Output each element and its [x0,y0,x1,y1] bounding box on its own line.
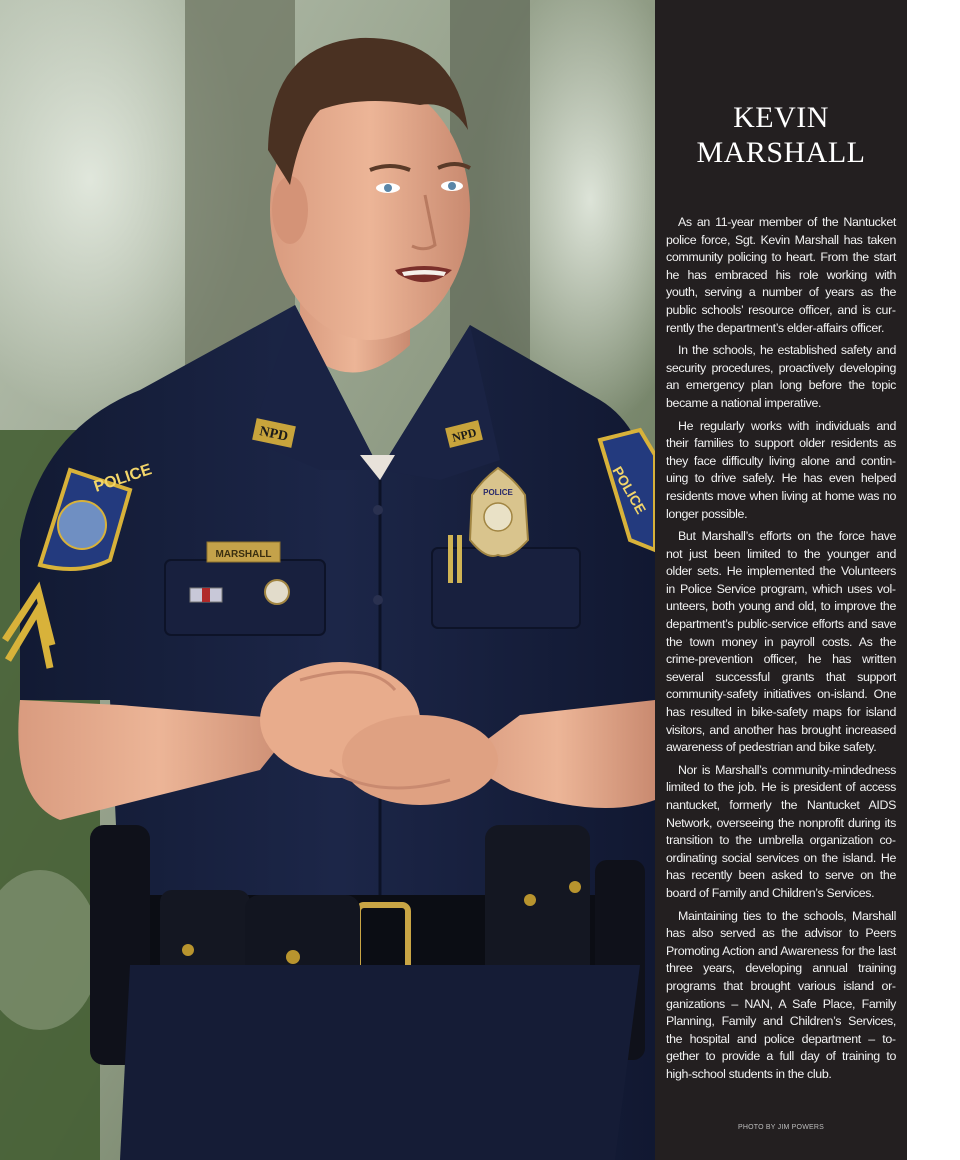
article-title [655,100,907,170]
paragraph: He regularly works with individuals and their families to support older residents as they face difficulty living alone and continuing to drive safely. He has even helped residents move when living at home was no longer possible. [666,418,896,521]
paragraph: Maintaining ties to the schools, Marshall has also served as the advisor to Peers Promoting Action and Awareness for the last three years, developing annual training programs that brought various island organizations – NAN, A Safe Place, Family Planning, Family and Children’s Services, the hospital and police department – together to provide a full day of training to high-school students in the club. [666,908,896,1081]
svg-text:POLICE: POLICE [609,463,650,517]
title-last-name: MARSHALL [696,136,866,169]
svg-text:POLICE: POLICE [483,488,513,497]
page-margin [907,0,960,1160]
svg-text:NPD: NPD [450,425,478,445]
svg-text:NPD: NPD [258,424,290,445]
paragraph: But Marshall’s efforts on the force have not just been limited to the younger and older sets. He implemented the Volunteers in Police Service program, which uses volunteers, both young and old, to improve the department’s public-service efforts and save the town money in payroll costs. As the crime-prevention officer, he has written several successful grants that support community-safety initiatives on-island. One has resulted in bike-safety maps for island visitors, and another has brought increased awareness of pedestrian and bike safety. [666,529,896,755]
svg-text:MARSHALL: MARSHALL [215,549,272,560]
article-sidebar [655,0,907,1160]
svg-text:POLICE: POLICE [91,461,154,496]
lapel-pin [265,580,289,604]
paragraph: As an 11-year member of the Nantucket police force, Sgt. Kevin Marshall has taken community policing to heart. From the start he has embraced his role working with youth, serving a number of years as the public schools’ resource officer, and is currently the department’s elder-affairs officer. [666,215,896,335]
name-plate [207,542,280,562]
photo-credit: PHOTO BY JIM POWERS [738,1124,824,1131]
article-body [666,214,896,1089]
paragraph: In the schools, he established safety and security procedures, proactively developing an emergency plan long before the topic became a national imperative. [666,343,896,410]
paragraph: Nor is Marshall’s community-mindedness limited to the job. He is president of access nantucket, formerly the Nantucket AIDS Network, overseeing the nonprofit during its transition to the umbrella organization coordinating social services on the island. He has recently been asked to serve on the board of Family and Children’s Services. [666,762,896,900]
title-first-name: KEVIN [733,101,829,134]
